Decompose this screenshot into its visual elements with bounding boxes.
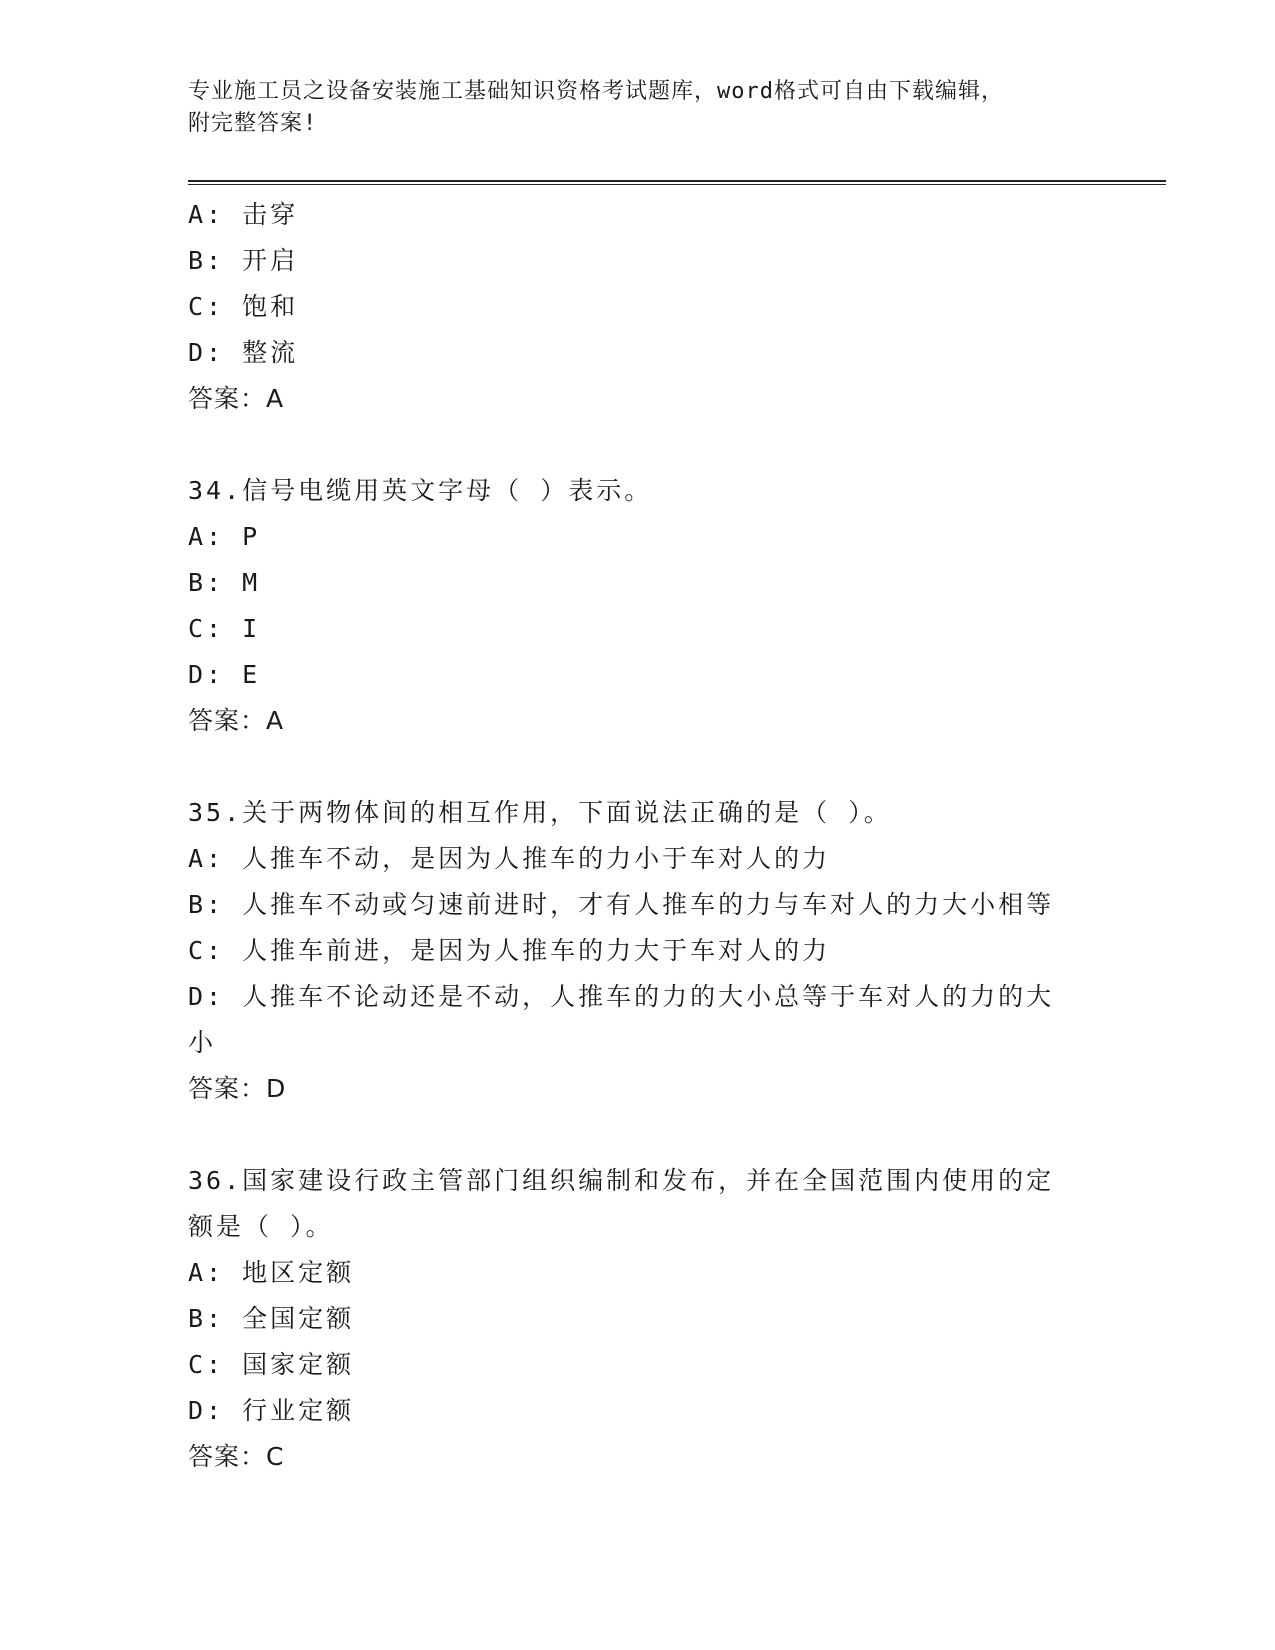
option-c: C: 人推车前进，是因为人推车的力大于车对人的力	[188, 936, 831, 965]
header-line-1: 专业施工员之设备安装施工基础知识资格考试题库，word格式可自由下载编辑，	[188, 79, 1004, 104]
option-a: A: 击穿	[188, 200, 299, 229]
option-c: C: 国家定额	[188, 1350, 355, 1379]
option-a: A: P	[188, 522, 261, 551]
question-stem: 35.关于两物体间的相互作用，下面说法正确的是（ ）。	[188, 798, 892, 827]
option-d: D: E	[188, 660, 261, 689]
question-block-34	[188, 468, 1088, 744]
option-a: A: 地区定额	[188, 1258, 355, 1287]
question-block-prev	[188, 192, 1088, 422]
question-block-36	[188, 1158, 1088, 1480]
question-list	[188, 192, 1088, 1480]
option-b: B: 开启	[188, 246, 299, 275]
option-d: D: 人推车不论动还是不动，人推车的力的大小总等于车对人的力的大小	[188, 982, 1055, 1057]
answer-line: 答案：A	[188, 384, 285, 413]
option-c: C: I	[188, 614, 261, 643]
header-rule-thick	[188, 180, 1166, 182]
option-b: B: 人推车不动或匀速前进时，才有人推车的力与车对人的力大小相等	[188, 890, 1055, 919]
header-line-2: 附完整答案!	[188, 111, 318, 136]
spacer	[188, 1112, 1088, 1158]
option-a: A: 人推车不动，是因为人推车的力小于车对人的力	[188, 844, 831, 873]
header-rule-thin	[188, 184, 1166, 185]
answer-line: 答案：A	[188, 706, 285, 735]
question-stem: 34.信号电缆用英文字母（ ）表示。	[188, 476, 653, 505]
option-d: D: 行业定额	[188, 1396, 355, 1425]
question-stem: 36.国家建设行政主管部门组织编制和发布，并在全国范围内使用的定额是（ ）。	[188, 1166, 1055, 1241]
option-c: C: 饱和	[188, 292, 299, 321]
document-header	[188, 76, 1068, 140]
spacer	[188, 744, 1088, 790]
option-d: D: 整流	[188, 338, 299, 367]
answer-line: 答案：C	[188, 1442, 285, 1471]
answer-line: 答案：D	[188, 1074, 287, 1103]
option-b: B: M	[188, 568, 261, 597]
spacer	[188, 422, 1088, 468]
question-block-35	[188, 790, 1088, 1112]
option-b: B: 全国定额	[188, 1304, 355, 1333]
